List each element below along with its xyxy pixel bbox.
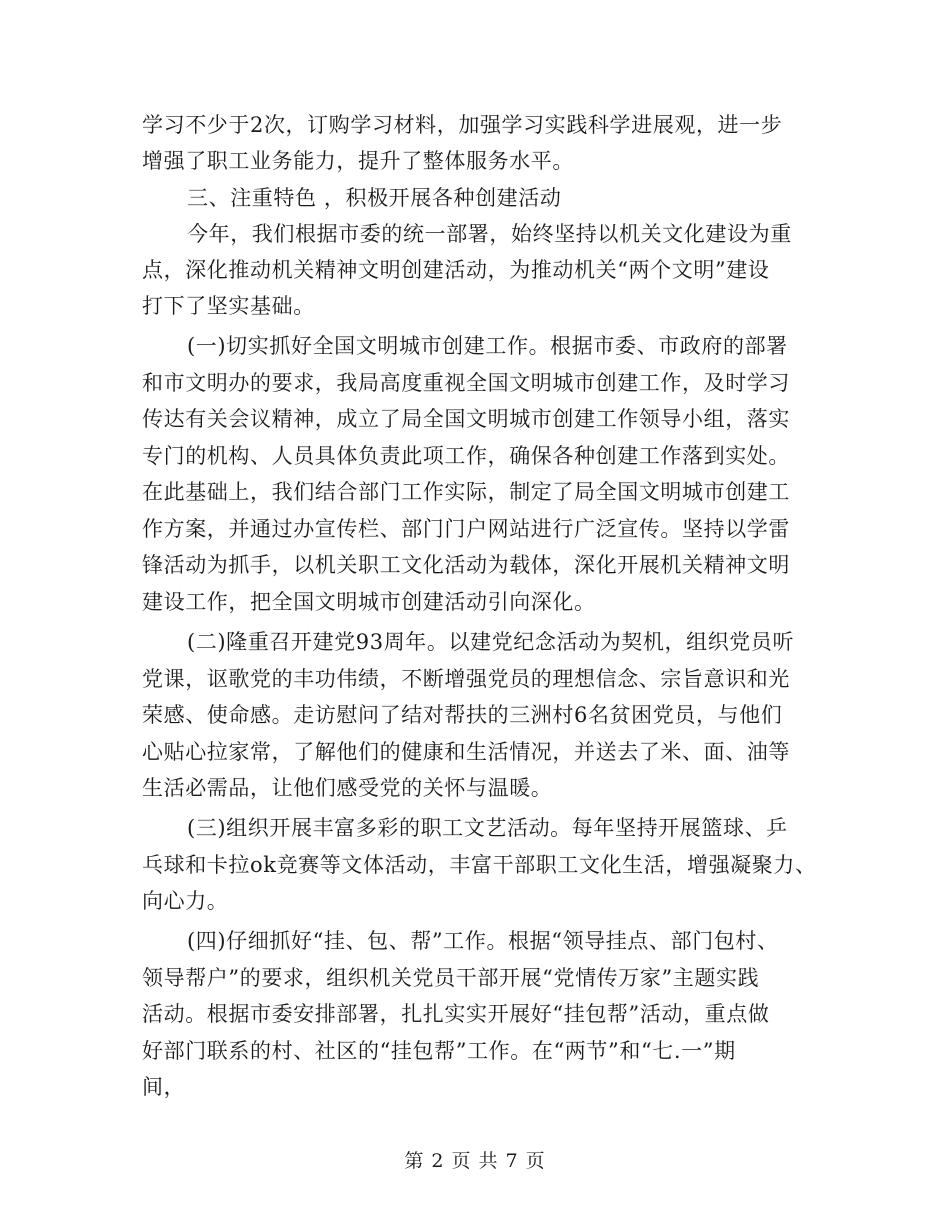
body-line: 传达有关会议精神，成立了局全国文明城市创建工作领导小组，落实 [142, 407, 790, 431]
body-line: 乓球和卡拉ok竞赛等文体活动，丰富干部职工文化生活，增强凝聚力、 [142, 853, 817, 877]
body-line: 向心力。 [142, 889, 229, 913]
body-line: 生活必需品，让他们感受党的关怀与温暖。 [142, 776, 553, 800]
body-line: 建设工作，把全国文明城市创建活动引向深化。 [142, 590, 596, 614]
body-line: 间， [142, 1075, 186, 1099]
body-line: 活动。根据市委安排部署，扎扎实实开展好“挂包帮”活动，重点做 [142, 1002, 770, 1026]
body-line: 点，深化推动机关精神文明创建活动，为推动机关“两个文明”建设 [142, 258, 770, 282]
body-line: 专门的机构、人员具体负责此项工作，确保各种创建工作落到实处。 [142, 444, 790, 468]
body-line: 党课，讴歌党的丰功伟绩，不断增强党员的理想信念、宗旨意识和光 [142, 667, 790, 691]
body-line: 好部门联系的村、社区的“挂包帮”工作。在“两节”和“七.一”期 [142, 1039, 736, 1063]
body-line: 今年，我们根据市委的统一部署，始终坚持以机关文化建设为重 [187, 222, 792, 246]
section-heading: 三、注重特色 ，积极开展各种创建活动 [187, 186, 562, 210]
body-line: 作方案，并通过办宣传栏、部门门户网站进行广泛宣传。坚持以学雷 [142, 517, 790, 541]
body-line: 和市文明办的要求，我局高度重视全国文明城市创建工作，及时学习 [142, 371, 790, 395]
body-line: 荣感、使命感。走访慰问了结对帮扶的三洲村6名贫困党员，与他们 [142, 703, 783, 727]
body-line: (四)仔细抓好“挂、包、帮”工作。根据“领导挂点、部门包村、 [187, 929, 779, 953]
body-line: 学习不少于2次，订购学习材料，加强学习实践科学进展观，进一步 [142, 113, 783, 137]
body-line: 锋活动为抓手，以机关职工文化活动为载体，深化开展机关精神文明 [142, 553, 790, 577]
body-line: 心贴心拉家常，了解他们的健康和生活情况，并送去了米、面、油等 [142, 740, 790, 764]
page-number-footer: 第 2 页 共 7 页 [404, 1150, 546, 1172]
body-line: 领导帮户”的要求，组织机关党员干部开展“党情传万家”主题实践 [142, 966, 760, 990]
body-line: 增强了职工业务能力，提升了整体服务水平。 [142, 149, 574, 173]
body-line: 在此基础上，我们结合部门工作实际，制定了局全国文明城市创建工 [142, 480, 790, 504]
body-line: (三)组织开展丰富多彩的职工文艺活动。每年坚持开展篮球、乒 [187, 816, 788, 840]
body-line: (一)切实抓好全国文明城市创建工作。根据市委、市政府的部署 [187, 334, 788, 358]
body-line: (二)隆重召开建党93周年。以建党纪念活动为契机，组织党员听 [187, 630, 795, 654]
body-line: 打下了坚实基础。 [142, 294, 315, 318]
